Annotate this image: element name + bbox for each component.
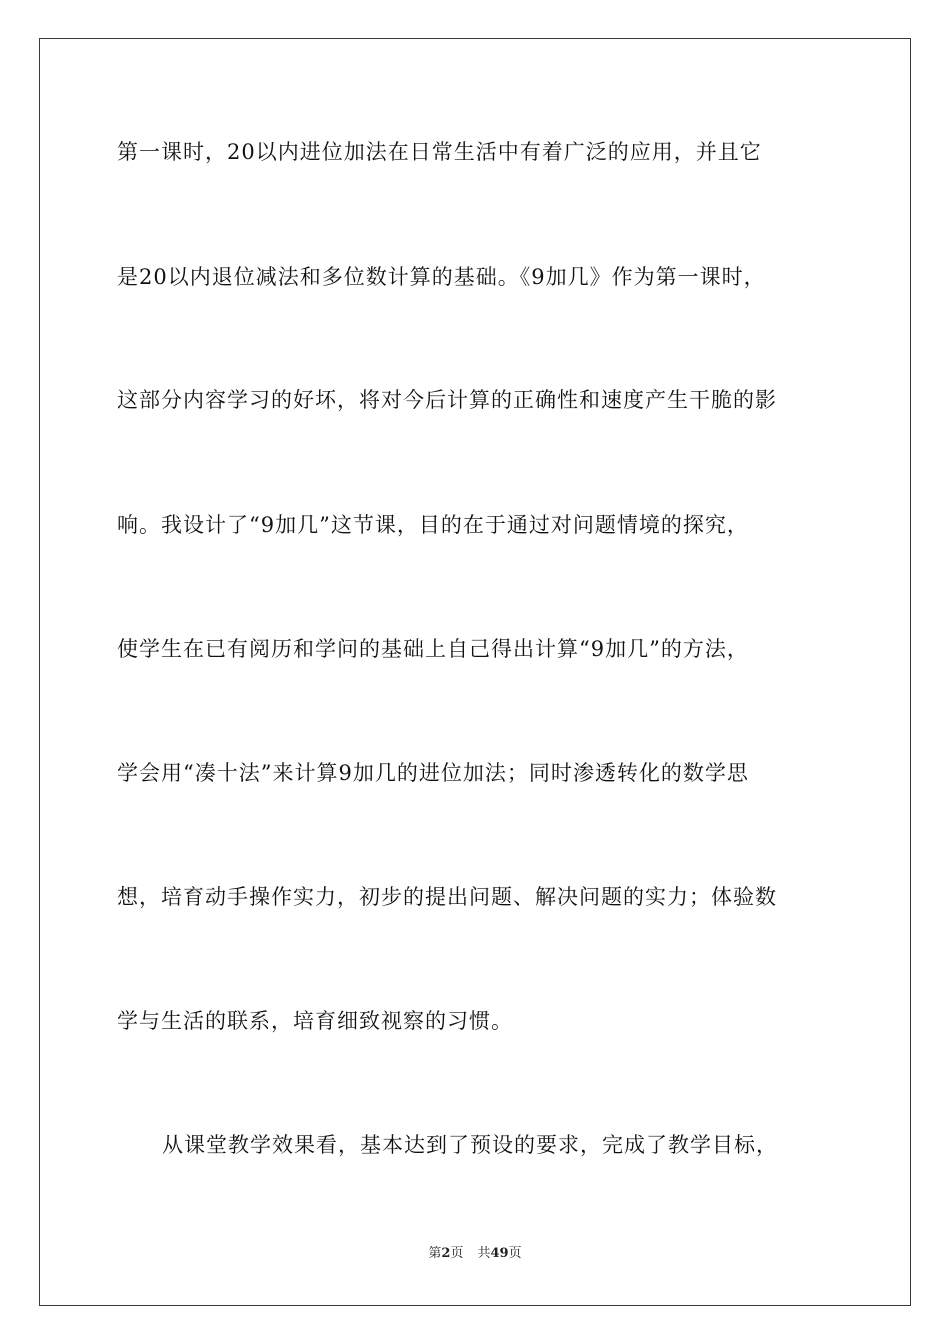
- paragraph-start-line: 从课堂教学效果看，基本达到了预设的要求，完成了教学目标，: [162, 1133, 778, 1157]
- body-text-line-6: 学会用“凑十法”来计算9加几的进位加法；同时渗透转化的数学思: [117, 761, 749, 785]
- total-label-prefix: 共: [477, 1246, 491, 1261]
- total-pages: 49: [490, 1246, 509, 1261]
- page-footer: [0, 1245, 950, 1263]
- page-label-prefix: 第: [428, 1246, 442, 1261]
- page-label-suffix: 页: [450, 1246, 464, 1261]
- body-text-line-1: 第一课时，20以内进位加法在日常生活中有着广泛的应用，并且它: [117, 140, 762, 164]
- page-number: 2: [441, 1246, 451, 1261]
- body-text-line-5: 使学生在已有阅历和学问的基础上自己得出计算“9加几”的方法，: [117, 637, 749, 661]
- body-text-line-3: 这部分内容学习的好坏，将对今后计算的正确性和速度产生干脆的影: [117, 388, 777, 412]
- body-text-line-7: 想，培育动手操作实力，初步的提出问题、解决问题的实力；体验数: [117, 885, 777, 909]
- body-text-line-8: 学与生活的联系，培育细致视察的习惯。: [117, 1009, 513, 1033]
- total-label-suffix: 页: [508, 1246, 522, 1261]
- page-border: [39, 38, 911, 1306]
- body-text-line-2: 是20以内退位减法和多位数计算的基础。《9加几》作为第一课时，: [117, 265, 766, 289]
- body-text-line-4: 响。我设计了“9加几”这节课，目的在于通过对问题情境的探究，: [117, 513, 749, 537]
